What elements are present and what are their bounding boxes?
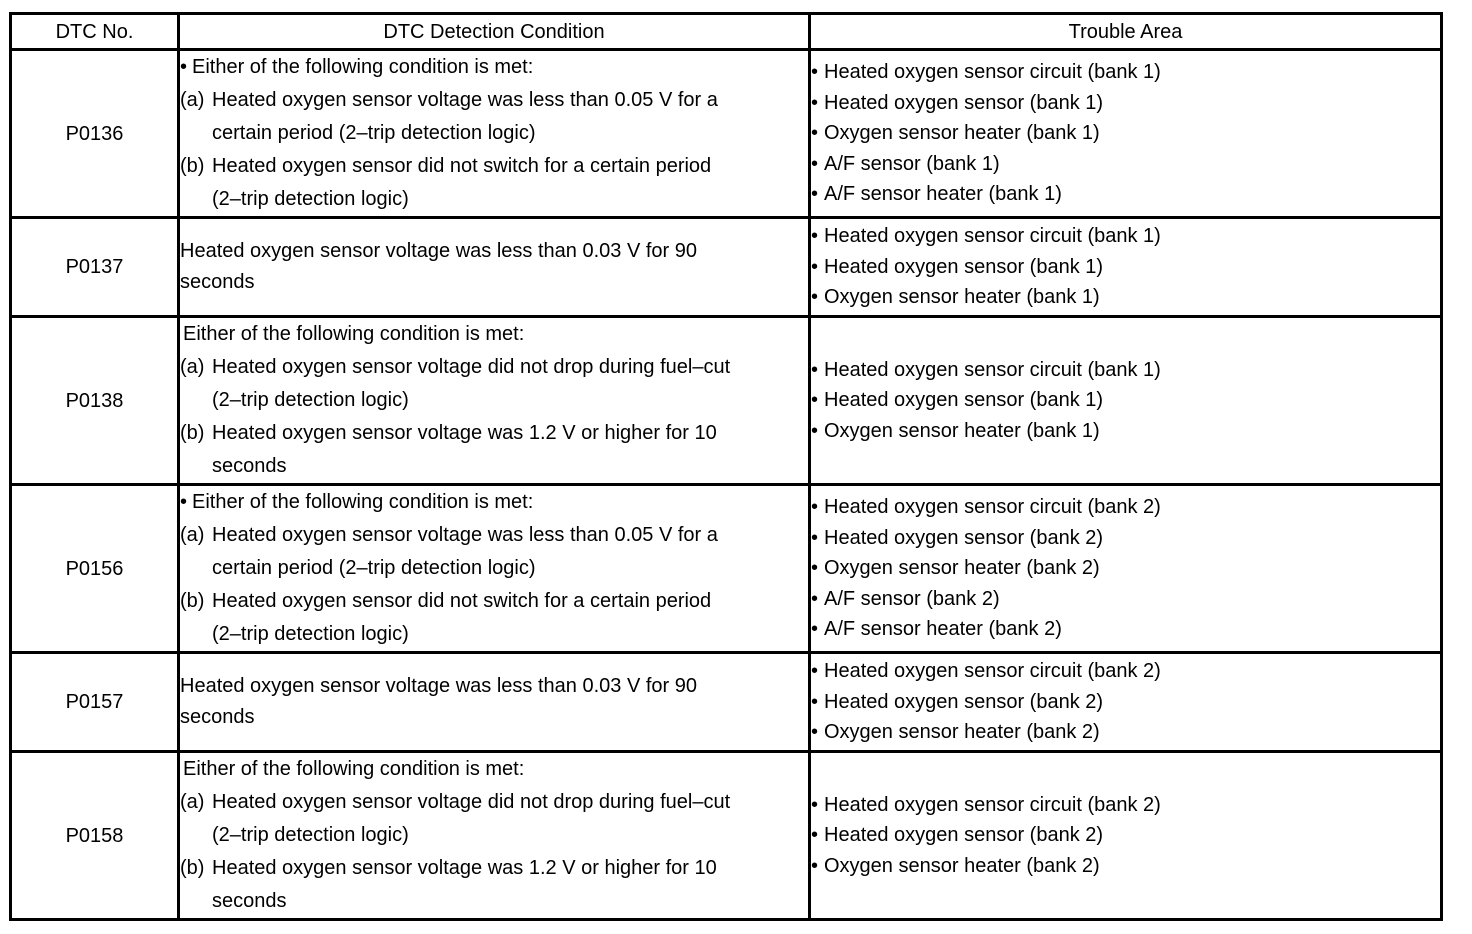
condition-item-marker: (a) bbox=[180, 791, 205, 813]
trouble-area-text: Heated oxygen sensor (bank 1) bbox=[824, 255, 1104, 278]
condition-item-line bbox=[180, 183, 808, 216]
condition-item-text: seconds bbox=[212, 455, 287, 477]
bullet-icon: • bbox=[811, 91, 819, 114]
trouble-area-text: Heated oxygen sensor circuit (bank 2) bbox=[824, 793, 1161, 816]
bullet-icon: • bbox=[811, 225, 819, 248]
condition-intro bbox=[180, 753, 808, 786]
condition-item-marker bbox=[180, 183, 212, 216]
detection-condition bbox=[179, 485, 810, 653]
trouble-area bbox=[810, 485, 1442, 653]
condition-item-line bbox=[180, 117, 808, 150]
condition-item-line bbox=[180, 384, 808, 417]
trouble-area-text: Heated oxygen sensor circuit (bank 1) bbox=[824, 225, 1161, 248]
dtc-table bbox=[9, 12, 1443, 921]
condition-item-line bbox=[180, 585, 808, 618]
condition-item-text: certain period (2–trip detection logic) bbox=[212, 122, 536, 144]
trouble-area-item bbox=[811, 88, 1440, 118]
condition-item-line bbox=[180, 450, 808, 483]
trouble-area-item bbox=[811, 149, 1440, 179]
trouble-area-item bbox=[811, 221, 1440, 251]
dtc-code: P0158 bbox=[11, 752, 179, 920]
condition-item-line bbox=[180, 819, 808, 852]
bullet-icon: • bbox=[811, 690, 819, 713]
trouble-area-item bbox=[811, 687, 1440, 717]
dtc-code: P0138 bbox=[11, 317, 179, 485]
detection-condition bbox=[179, 218, 810, 317]
trouble-area-item bbox=[811, 614, 1440, 644]
trouble-area-item bbox=[811, 57, 1440, 87]
trouble-area-text: Oxygen sensor heater (bank 1) bbox=[824, 419, 1100, 442]
bullet-icon: • bbox=[811, 419, 819, 442]
condition-item-text: (2–trip detection logic) bbox=[212, 623, 409, 645]
condition-item-text: (2–trip detection logic) bbox=[212, 188, 409, 210]
condition-item-marker bbox=[180, 819, 212, 852]
condition-item-line bbox=[180, 519, 808, 552]
bullet-icon: • bbox=[811, 618, 819, 641]
condition-intro bbox=[180, 51, 808, 84]
condition-item-text: Heated oxygen sensor voltage was 1.2 V or higher for 10 bbox=[212, 422, 717, 444]
trouble-area bbox=[810, 653, 1442, 752]
trouble-area bbox=[810, 317, 1442, 485]
trouble-area-text: Heated oxygen sensor (bank 1) bbox=[824, 91, 1104, 114]
bullet-icon: • bbox=[180, 491, 188, 513]
detection-condition bbox=[179, 752, 810, 920]
table-body bbox=[11, 50, 1442, 920]
trouble-area-item bbox=[811, 790, 1440, 820]
trouble-area-item bbox=[811, 355, 1440, 385]
header-dtc-no: DTC No. bbox=[11, 14, 179, 50]
trouble-area-item bbox=[811, 252, 1440, 282]
header-trouble-area: Trouble Area bbox=[810, 14, 1442, 50]
condition-item-text: Heated oxygen sensor voltage did not drop during fuel–cut bbox=[212, 356, 731, 378]
bullet-icon: • bbox=[811, 793, 819, 816]
trouble-area-item bbox=[811, 118, 1440, 148]
condition-item-marker: (b) bbox=[180, 422, 205, 444]
bullet-icon: • bbox=[811, 496, 819, 519]
condition-item-marker bbox=[180, 384, 212, 417]
trouble-area-text: Heated oxygen sensor circuit (bank 1) bbox=[824, 358, 1161, 381]
condition-item-marker bbox=[180, 450, 212, 483]
bullet-icon: • bbox=[811, 286, 819, 309]
condition-intro bbox=[180, 318, 808, 351]
bullet-icon: • bbox=[811, 152, 819, 175]
condition-item-line bbox=[180, 618, 808, 651]
trouble-area-text: Oxygen sensor heater (bank 2) bbox=[824, 854, 1100, 877]
bullet-icon: • bbox=[811, 389, 819, 412]
trouble-area-item bbox=[811, 282, 1440, 312]
condition-item-marker: (b) bbox=[180, 155, 205, 177]
detection-condition bbox=[179, 653, 810, 752]
condition-item-line bbox=[180, 885, 808, 918]
trouble-area-item bbox=[811, 851, 1440, 881]
bullet-icon: • bbox=[811, 824, 819, 847]
dtc-code: P0157 bbox=[11, 653, 179, 752]
table-row bbox=[11, 752, 1442, 920]
condition-item-text: (2–trip detection logic) bbox=[212, 824, 409, 846]
condition-item-line bbox=[180, 786, 808, 819]
condition-item-marker: (b) bbox=[180, 590, 205, 612]
trouble-area-text: Heated oxygen sensor circuit (bank 2) bbox=[824, 496, 1161, 519]
condition-item-marker: (a) bbox=[180, 89, 205, 111]
condition-item-marker bbox=[180, 552, 212, 585]
bullet-icon: • bbox=[811, 358, 819, 381]
condition-text-line: seconds bbox=[180, 706, 255, 728]
dtc-code: P0136 bbox=[11, 50, 179, 218]
trouble-area-text: Heated oxygen sensor circuit (bank 2) bbox=[824, 660, 1161, 683]
trouble-area-text: Oxygen sensor heater (bank 1) bbox=[824, 122, 1100, 145]
condition-intro bbox=[180, 486, 808, 519]
trouble-area-text: A/F sensor heater (bank 2) bbox=[824, 618, 1062, 641]
bullet-icon: • bbox=[811, 660, 819, 683]
condition-item-text: Heated oxygen sensor did not switch for a certain period bbox=[212, 590, 712, 612]
table-row bbox=[11, 485, 1442, 653]
table-row bbox=[11, 218, 1442, 317]
trouble-area-item bbox=[811, 385, 1440, 415]
condition-item-line bbox=[180, 852, 808, 885]
trouble-area-text: Heated oxygen sensor (bank 2) bbox=[824, 824, 1104, 847]
condition-item-marker bbox=[180, 885, 212, 918]
condition-item-text: Heated oxygen sensor voltage was less than 0.05 V for a bbox=[212, 89, 718, 111]
condition-item-text: Heated oxygen sensor voltage was less than 0.05 V for a bbox=[212, 524, 718, 546]
condition-intro-text: Either of the following condition is met: bbox=[183, 758, 525, 780]
table-row bbox=[11, 50, 1442, 218]
condition-text-line: seconds bbox=[180, 271, 255, 293]
condition-intro-text: Either of the following condition is met: bbox=[183, 323, 525, 345]
condition-item-marker bbox=[180, 618, 212, 651]
condition-item-line bbox=[180, 150, 808, 183]
condition-item-marker: (a) bbox=[180, 356, 205, 378]
trouble-area-text: Oxygen sensor heater (bank 1) bbox=[824, 286, 1100, 309]
bullet-icon: • bbox=[811, 183, 819, 206]
trouble-area-text: Heated oxygen sensor (bank 1) bbox=[824, 389, 1104, 412]
trouble-area-text: Heated oxygen sensor (bank 2) bbox=[824, 526, 1104, 549]
header-detection-condition: DTC Detection Condition bbox=[179, 14, 810, 50]
bullet-icon: • bbox=[811, 255, 819, 278]
trouble-area bbox=[810, 50, 1442, 218]
trouble-area-item bbox=[811, 523, 1440, 553]
condition-item-marker: (a) bbox=[180, 524, 205, 546]
condition-item-text: Heated oxygen sensor did not switch for a certain period bbox=[212, 155, 712, 177]
condition-text-line: Heated oxygen sensor voltage was less than 0.03 V for 90 bbox=[180, 240, 697, 262]
header-row bbox=[11, 14, 1442, 50]
bullet-icon: • bbox=[811, 61, 819, 84]
condition-item-text: certain period (2–trip detection logic) bbox=[212, 557, 536, 579]
trouble-area-text: A/F sensor heater (bank 1) bbox=[824, 183, 1062, 206]
condition-item-line bbox=[180, 552, 808, 585]
trouble-area-text: A/F sensor (bank 2) bbox=[824, 587, 1000, 610]
trouble-area-text: Heated oxygen sensor (bank 2) bbox=[824, 690, 1104, 713]
condition-item-text: Heated oxygen sensor voltage did not drop during fuel–cut bbox=[212, 791, 731, 813]
trouble-area-text: Oxygen sensor heater (bank 2) bbox=[824, 557, 1100, 580]
condition-item-marker bbox=[180, 117, 212, 150]
trouble-area-item bbox=[811, 717, 1440, 747]
detection-condition bbox=[179, 50, 810, 218]
trouble-area-item bbox=[811, 179, 1440, 209]
condition-item-marker: (b) bbox=[180, 857, 205, 879]
trouble-area-item bbox=[811, 656, 1440, 686]
condition-item-text: (2–trip detection logic) bbox=[212, 389, 409, 411]
condition-intro-text: Either of the following condition is met: bbox=[192, 56, 534, 78]
table-row bbox=[11, 653, 1442, 752]
bullet-icon: • bbox=[811, 526, 819, 549]
condition-text-line: Heated oxygen sensor voltage was less than 0.03 V for 90 bbox=[180, 675, 697, 697]
trouble-area-item bbox=[811, 820, 1440, 850]
trouble-area bbox=[810, 752, 1442, 920]
condition-item-line bbox=[180, 417, 808, 450]
trouble-area-item bbox=[811, 584, 1440, 614]
condition-item-line bbox=[180, 351, 808, 384]
condition-item-line bbox=[180, 84, 808, 117]
trouble-area bbox=[810, 218, 1442, 317]
dtc-code: P0137 bbox=[11, 218, 179, 317]
trouble-area-text: Oxygen sensor heater (bank 2) bbox=[824, 721, 1100, 744]
trouble-area-text: Heated oxygen sensor circuit (bank 1) bbox=[824, 61, 1161, 84]
bullet-icon: • bbox=[811, 854, 819, 877]
trouble-area-item bbox=[811, 492, 1440, 522]
condition-intro-text: Either of the following condition is met: bbox=[192, 491, 534, 513]
dtc-code: P0156 bbox=[11, 485, 179, 653]
bullet-icon: • bbox=[180, 56, 188, 78]
condition-item-text: Heated oxygen sensor voltage was 1.2 V or higher for 10 bbox=[212, 857, 717, 879]
condition-item-text: seconds bbox=[212, 890, 287, 912]
trouble-area-item bbox=[811, 553, 1440, 583]
detection-condition bbox=[179, 317, 810, 485]
bullet-icon: • bbox=[811, 587, 819, 610]
trouble-area-item bbox=[811, 416, 1440, 446]
bullet-icon: • bbox=[811, 122, 819, 145]
trouble-area-text: A/F sensor (bank 1) bbox=[824, 152, 1000, 175]
table-row bbox=[11, 317, 1442, 485]
bullet-icon: • bbox=[811, 721, 819, 744]
bullet-icon: • bbox=[811, 557, 819, 580]
